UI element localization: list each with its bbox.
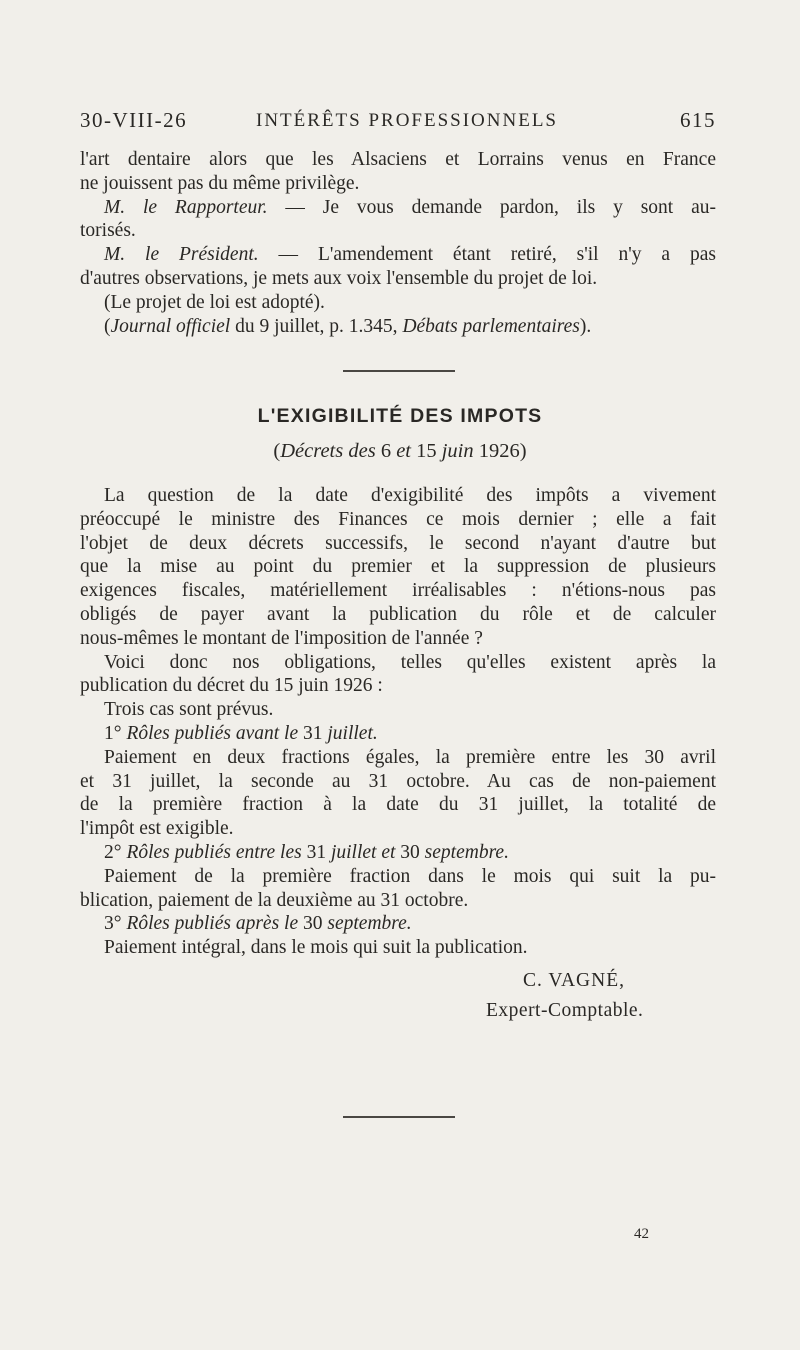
text-line: M. le Président. — L'amendement étant retiré, s'il n'y a pas bbox=[104, 244, 716, 266]
text-line: publication du décret du 15 juin 1926 : bbox=[80, 675, 383, 697]
text-line: et 31 juillet, la seconde au 31 octobre. Au cas de non-paiement bbox=[80, 770, 716, 792]
article-body bbox=[80, 484, 716, 960]
text-line: l'art dentaire alors que les Alsaciens et Lorrains venus en France bbox=[80, 149, 716, 170]
signature-mark: 42 bbox=[634, 1226, 649, 1242]
text-line: exigences fiscales, matériellement irréalisables : n'étions-nous pas bbox=[80, 580, 716, 602]
text-line: Trois cas sont prévus. bbox=[104, 699, 274, 721]
text-line: obligés de payer avant la publication du rôle et de calculer bbox=[80, 603, 716, 625]
text-line: Paiement en deux fractions égales, la première entre les 30 avril bbox=[104, 746, 716, 768]
speaker-name: M. le Rapporteur. bbox=[104, 196, 268, 218]
text-line: Voici donc nos obligations, telles qu'elles existent après la bbox=[104, 651, 716, 673]
article-title: L'EXIGIBILITÉ DES IMPOTS bbox=[257, 405, 543, 427]
text-line: que la mise au point du premier et la suppression de plusieurs bbox=[80, 556, 716, 578]
citation-line: (Journal officiel du 9 juillet, p. 1.345, Débats parlementaires). bbox=[104, 315, 592, 337]
text-line: torisés. bbox=[80, 220, 136, 242]
debate-excerpt bbox=[80, 148, 716, 338]
text-line: de la première fraction à la date du 31 juillet, la totalité de bbox=[80, 794, 716, 816]
header-date: 30-VIII-26 bbox=[80, 108, 188, 132]
speaker-name: M. le Président. bbox=[104, 244, 259, 266]
signature-name: C. VAGNÉ, bbox=[523, 970, 626, 991]
header-page-number: 615 bbox=[680, 108, 716, 132]
text-line: M. le Rapporteur. — Je vous demande pardon, ils y sont au- bbox=[104, 196, 716, 218]
text-line: blication, paiement de la deuxième au 31 octobre. bbox=[80, 889, 469, 911]
case-heading: 1° Rôles publiés avant le 31 juillet. bbox=[104, 722, 378, 744]
text-line: nous-mêmes le montant de l'imposition de l'année ? bbox=[80, 627, 483, 649]
text-line: Paiement de la première fraction dans le mois qui suit la pu- bbox=[104, 865, 716, 887]
article-subtitle: (Décrets des 6 et 15 juin 1926) bbox=[273, 440, 527, 462]
text-line: l'objet de deux décrets successifs, le second n'ayant d'autre but bbox=[80, 532, 716, 554]
end-divider bbox=[343, 1116, 455, 1118]
section-divider bbox=[343, 370, 455, 372]
signature-title: Expert-Comptable. bbox=[486, 1000, 644, 1021]
case-heading: 2° Rôles publiés entre les 31 juillet et 30 septembre. bbox=[104, 841, 509, 863]
header-running-title: INTÉRÊTS PROFESSIONNELS bbox=[256, 110, 558, 131]
text-line: l'impôt est exigible. bbox=[80, 818, 234, 840]
text-line: d'autres observations, je mets aux voix l'ensemble du projet de loi. bbox=[80, 267, 598, 289]
text-line: Paiement intégral, dans le mois qui suit la publication. bbox=[104, 937, 528, 959]
text-line: préoccupé le ministre des Finances ce mois dernier ; elle a fait bbox=[80, 508, 716, 530]
text-line: La question de la date d'exigibilité des impôts a vivement bbox=[104, 485, 716, 506]
text-line: ne jouissent pas du même privilège. bbox=[80, 172, 360, 194]
text-line: (Le projet de loi est adopté). bbox=[104, 291, 325, 313]
case-heading: 3° Rôles publiés après le 30 septembre. bbox=[104, 913, 412, 935]
